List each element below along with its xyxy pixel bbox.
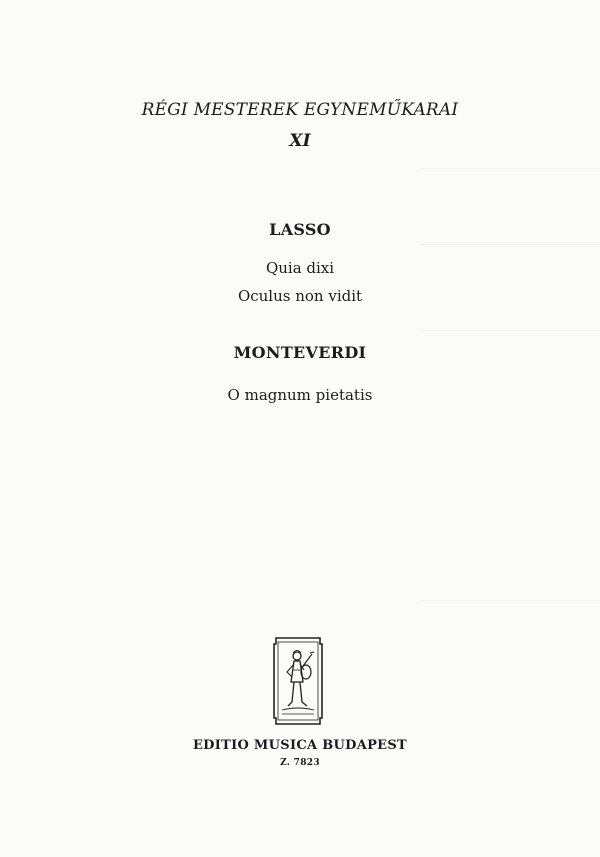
bleed-through-line <box>420 600 600 601</box>
catalog-number: Z. 7823 <box>280 758 320 768</box>
composer-heading-monteverdi: MONTEVERDI <box>233 343 367 362</box>
work-title: Quia dixi <box>265 259 335 277</box>
publisher-name: EDITIO MUSICA BUDAPEST <box>192 738 408 753</box>
musician-emblem-icon <box>272 636 324 726</box>
composer-heading-lasso: LASSO <box>269 220 331 239</box>
bleed-through-line <box>420 168 600 169</box>
work-title: O magnum pietatis <box>227 386 373 404</box>
bleed-through-line <box>420 244 600 245</box>
bleed-through-line <box>420 330 600 331</box>
volume-number: XI <box>289 131 311 151</box>
work-title: Oculus non vidit <box>237 287 363 305</box>
series-title: RÉGI MESTEREK EGYNEMŰKARAI <box>141 100 459 120</box>
